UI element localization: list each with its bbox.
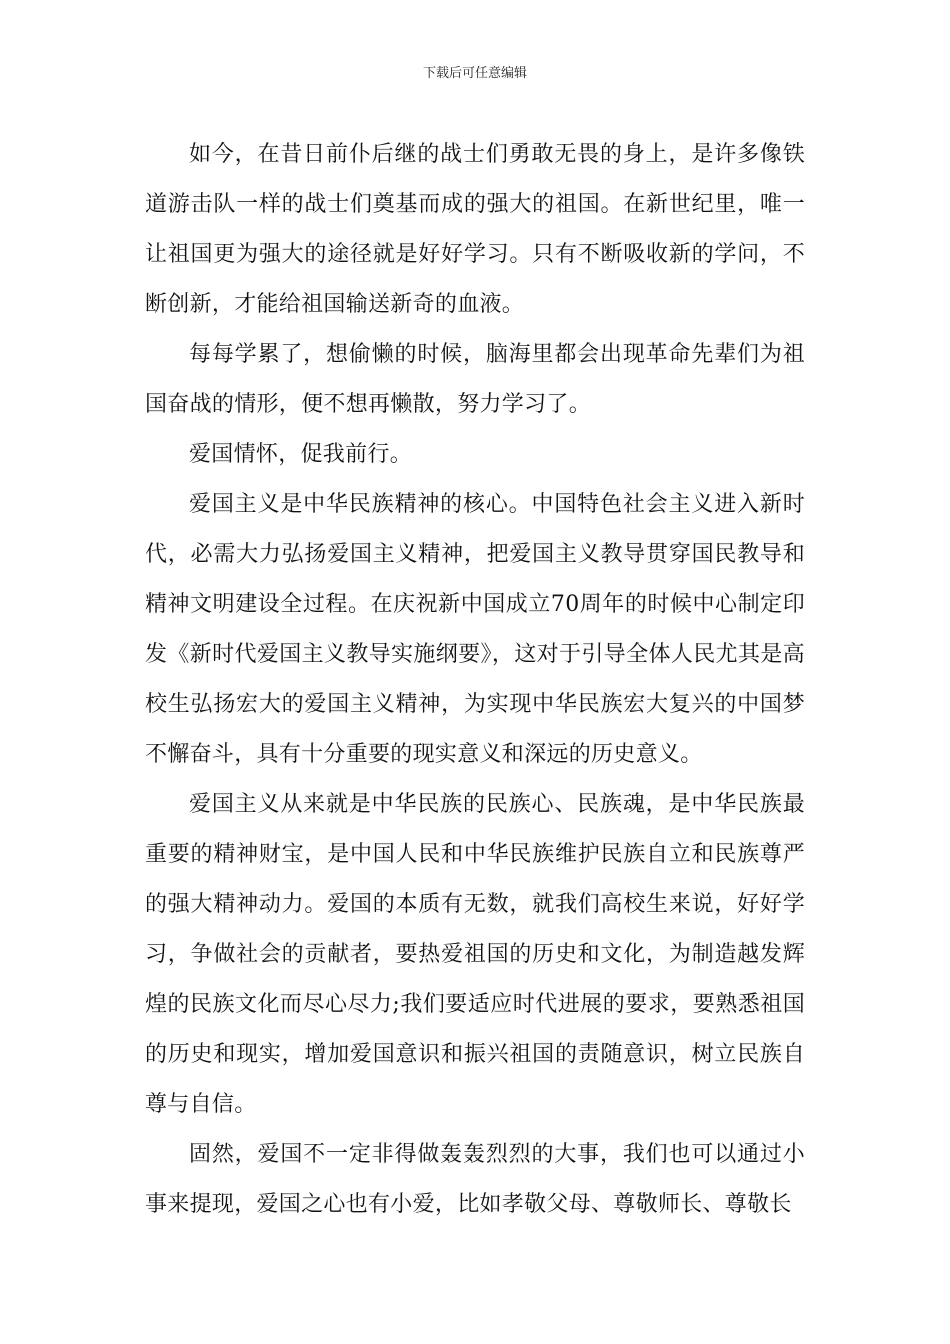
document-body: [145, 130, 805, 1230]
paragraph: 爱国主义是中华民族精神的核心。中国特色社会主义进入新时代，必需大力弘扬爱国主义精神，把爱国主义教导贯穿国民教导和精神文明建设全过程。在庆祝新中国成立70周年的时候中心制定印发《新时代爱国主义教导实施纲要》，这对于引导全体人民尤其是高校生弘扬宏大的爱国主义精神，为实现中华民族宏大复兴的中国梦不懈奋斗，具有十分重要的现实意义和深远的历史意义。: [145, 492, 805, 767]
paragraph: 爱国主义从来就是中华民族的民族心、民族魂，是中华民族最重要的精神财宝，是中国人民和中华民族维护民族自立和民族尊严的强大精神动力。爱国的本质有无数，就我们高校生来说，好好学习，争做社会的贡献者，要热爱祖国的历史和文化，为制造越发辉煌的民族文化而尽心尽力;我们要适应时代进展的要求，要熟悉祖国的历史和现实，增加爱国意识和振兴祖国的责随意识，树立民族自尊与自信。: [145, 792, 805, 1117]
page-header: 下载后可任意编辑: [422, 66, 527, 81]
paragraph: 爱国情怀，促我前行。: [189, 442, 413, 467]
paragraph: 每每学累了，想偷懒的时候，脑海里都会出现革命先辈们为祖国奋战的情形，便不想再懒散，努力学习了。: [145, 342, 805, 417]
paragraph: 如今，在昔日前仆后继的战士们勇敢无畏的身上，是许多像铁道游击队一样的战士们奠基而成的强大的祖国。在新世纪里，唯一让祖国更为强大的途径就是好好学习。只有不断吸收新的学问，不断创新，才能给祖国输送新奇的血液。: [145, 142, 805, 317]
paragraph: 固然，爱国不一定非得做轰轰烈烈的大事，我们也可以通过小事来提现，爱国之心也有小爱，比如孝敬父母、尊敬师长、尊敬长: [145, 1142, 805, 1217]
